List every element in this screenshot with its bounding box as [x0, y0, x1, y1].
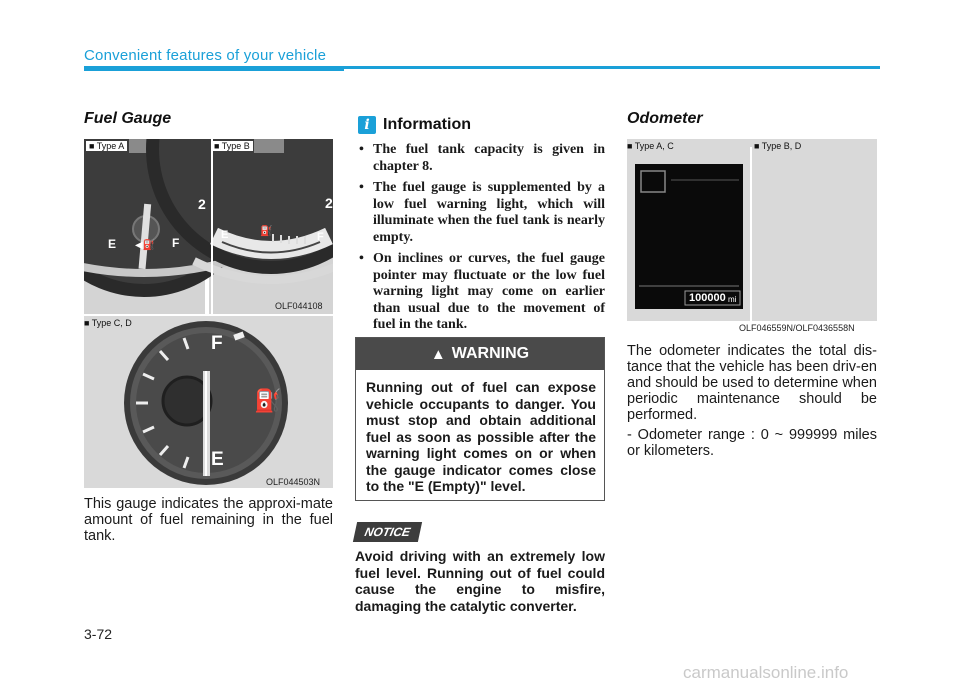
header-rule-accent: [84, 66, 344, 71]
odometer-unit: mi: [728, 295, 737, 304]
odometer-description: The odometer indicates the total dis-tance that the vehicle has been driv-en and should be used to determine when periodic maintenance should be performed.: [627, 343, 877, 423]
gauge-a-two-label: 2: [198, 196, 206, 212]
page-number: 3-72: [84, 626, 113, 642]
warning-triangle-icon: ▲: [430, 345, 446, 363]
information-item: • The fuel tank capacity is given in chapter 8.: [355, 142, 605, 175]
information-item: • On inclines or curves, the fuel gauge pointer may fluctuate or the low fuel warning light may come on earlier than usual due to the movement of fuel in the tank.: [355, 251, 605, 334]
gauge-b-e-letter: E: [221, 229, 229, 241]
fuel-gauge-figure-ab: [84, 139, 333, 314]
fuel-pump-icon-b: ⛽: [260, 226, 273, 237]
fuel-gauge-description: This gauge indicates the approxi-mate amount of fuel remaining in the fuel tank.: [84, 496, 333, 544]
odometer-figure: [627, 139, 877, 321]
watermark: carmanualsonline.info: [683, 663, 849, 682]
type-ac-label: ■ Type A, C: [627, 141, 674, 151]
type-bd-label: ■ Type B, D: [754, 141, 802, 151]
warning-header: [356, 338, 604, 370]
information-title: Information: [383, 116, 471, 133]
odometer-range: - Odometer range : 0 ~ 999999 miles or kilometers.: [627, 427, 877, 459]
section-header-title: Convenient features of your vehicle: [84, 47, 327, 64]
figure-code-ab: OLF044108: [275, 301, 323, 311]
information-list: [355, 142, 605, 339]
fuel-pump-icon-a: ◀⛽: [135, 240, 156, 251]
notice-text: Avoid driving with an extremely low fuel level. Running out of fuel could cause the engine to misfire, damaging the catalytic converter.: [355, 548, 605, 614]
warning-box: [355, 337, 605, 501]
type-a-label: ■ Type A: [86, 141, 127, 151]
fuel-gauge-title: Fuel Gauge: [84, 110, 172, 127]
warning-text: Running out of fuel can expose vehicle occupants to danger. You must stop and obtain additional fuel as soon as possible after the warning light comes on or when the gauge indicator comes close to the "E (Empty)" level.: [366, 379, 596, 494]
fuel-gauge-figure-cd: [84, 316, 333, 488]
fuel-gauge-ab-illustration: [84, 139, 333, 314]
fuel-pump-icon-cd: ⛽: [254, 388, 282, 413]
gauge-b-two-label: 2: [325, 195, 333, 211]
odometer-title: Odometer: [627, 110, 703, 127]
fuel-gauge-cd-illustration: [84, 316, 333, 488]
notice-tag: NOTICE: [353, 522, 422, 542]
odometer-reading: 100000: [689, 292, 726, 304]
information-item: • The fuel gauge is supplemented by a low fuel warning light, which will illuminate when the fuel tank is nearly empty.: [355, 180, 605, 246]
information-icon: i: [358, 116, 376, 134]
gauge-cd-e-letter: E: [211, 449, 224, 470]
gauge-a-e-letter: E: [108, 237, 117, 251]
gauge-cd-f-letter: F: [211, 333, 223, 354]
figure-code-cd: OLF044503N: [266, 477, 321, 487]
type-b-label: ■ Type B: [211, 141, 253, 151]
gauge-b-f-letter: F: [317, 231, 324, 243]
odometer-figure-code: OLF046559N/OLF0436558N: [739, 323, 855, 333]
odometer-illustration: [627, 139, 877, 321]
type-cd-label: ■ Type C, D: [84, 318, 132, 328]
warning-title: WARNING: [451, 345, 530, 362]
gauge-a-f-letter: F: [172, 236, 180, 250]
